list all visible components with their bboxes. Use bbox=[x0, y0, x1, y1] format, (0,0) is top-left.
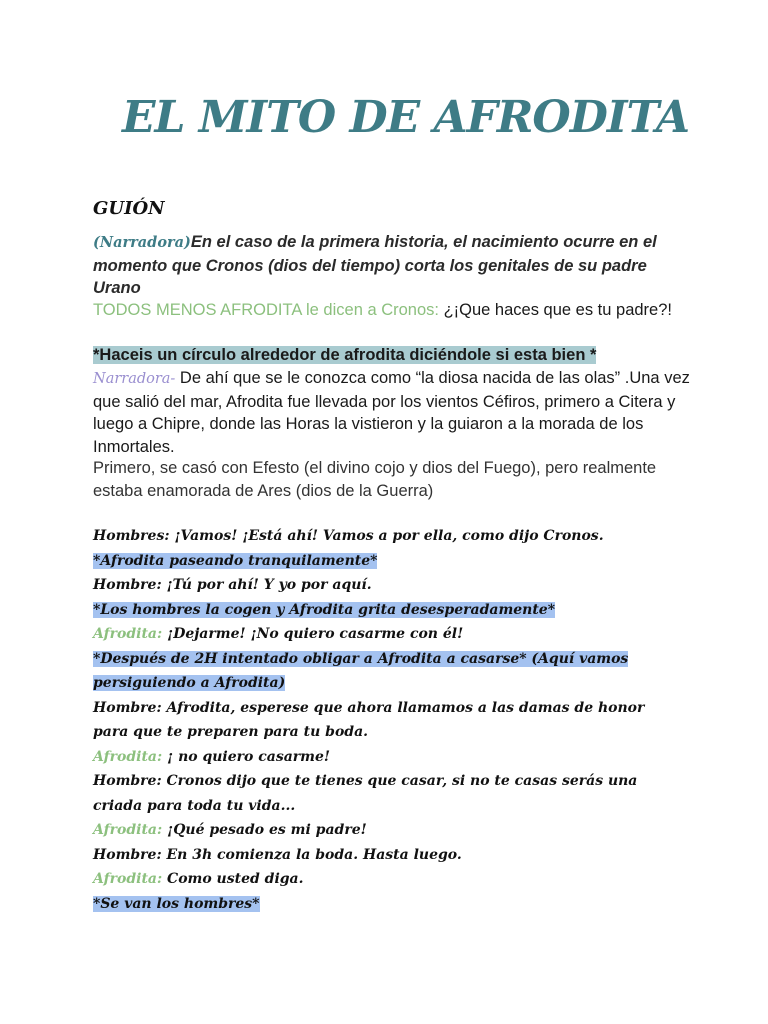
speaker-label: (Narradora) bbox=[93, 234, 191, 251]
highlighted-text: *Haceis un círculo alrededor de afrodita diciéndole si esta bien * bbox=[93, 346, 597, 364]
dialogue-line: Hombre: Afrodita, esperese que ahora llamamos a las damas de honor para que te preparen para tu boda. bbox=[93, 699, 645, 740]
paragraph-narration-2 bbox=[93, 367, 693, 458]
dialogue-line: Hombre: ¡Tú por ahí! Y yo por aquí. bbox=[93, 577, 372, 593]
paragraph-dialogue-1 bbox=[93, 299, 693, 322]
dialogue-line: Afrodita: ¡ no quiero casarme! bbox=[93, 748, 331, 765]
speaker-label: Afrodita: bbox=[93, 822, 163, 838]
section-heading: GUIÓN bbox=[93, 198, 165, 219]
speaker-label: Afrodita: bbox=[93, 748, 163, 765]
paragraph-text: ¿¡Que haces que es tu padre?! bbox=[439, 301, 672, 319]
dialogue-line: Afrodita: Como usted diga. bbox=[93, 871, 304, 887]
paragraph-text: De ahí que se le conozca como “la diosa nacida de las olas” .Una vez que salió del mar, Afrodita fue llevada por los vientos Céfiros, primero a Citera y luego a Chipre, donde las Horas la vistieron y la guiaron a la morada de los Inmortales. bbox=[93, 369, 690, 456]
speaker-label: Narradora- bbox=[93, 371, 176, 387]
speaker-label: Afrodita: bbox=[93, 871, 163, 887]
stage-direction: *Afrodita paseando tranquilamente* bbox=[93, 552, 378, 569]
paragraph-text: En el caso de la primera historia, el nacimiento ocurre en el momento que Cronos (dios del tiempo) corta los genitales de su padre Urano bbox=[93, 233, 657, 297]
dialogue-line: Hombre: En 3h comienza la boda. Hasta luego. bbox=[93, 846, 462, 863]
paragraph-narration-1 bbox=[93, 231, 693, 300]
dialogue-line: Afrodita: ¡Qué pesado es mi padre! bbox=[93, 822, 367, 838]
dialogue-line: Hombres: ¡Vamos! ¡Está ahí! Vamos a por ella, como dijo Cronos. bbox=[93, 528, 604, 544]
stage-direction: *Se van los hombres* bbox=[93, 895, 260, 912]
speaker-label: Afrodita: bbox=[93, 626, 163, 642]
document-title: EL MITO DE AFRODITA bbox=[122, 92, 689, 143]
stage-direction: *Los hombres la cogen y Afrodita grita desesperadamente* bbox=[93, 601, 556, 618]
dialogue-line: Afrodita: ¡Dejarme! ¡No quiero casarme con él! bbox=[93, 626, 464, 642]
paragraph-narration-3: Primero, se casó con Efesto (el divino cojo y dios del Fuego), pero realmente estaba enamorada de Ares (dios de la Guerra) bbox=[93, 459, 657, 500]
stage-direction: *Después de 2H intentado obligar a Afrodita a casarse* (Aquí vamos persiguiendo a Afrodita) bbox=[93, 650, 629, 691]
dialogue-line: Hombre: Cronos dijo que te tienes que casar, si no te casas serás una criada para toda tu vida... bbox=[93, 773, 638, 814]
stage-direction-1 bbox=[93, 344, 693, 367]
script-dialogue bbox=[93, 524, 683, 916]
speaker-label: TODOS MENOS AFRODITA le dicen a Cronos: bbox=[93, 301, 439, 319]
